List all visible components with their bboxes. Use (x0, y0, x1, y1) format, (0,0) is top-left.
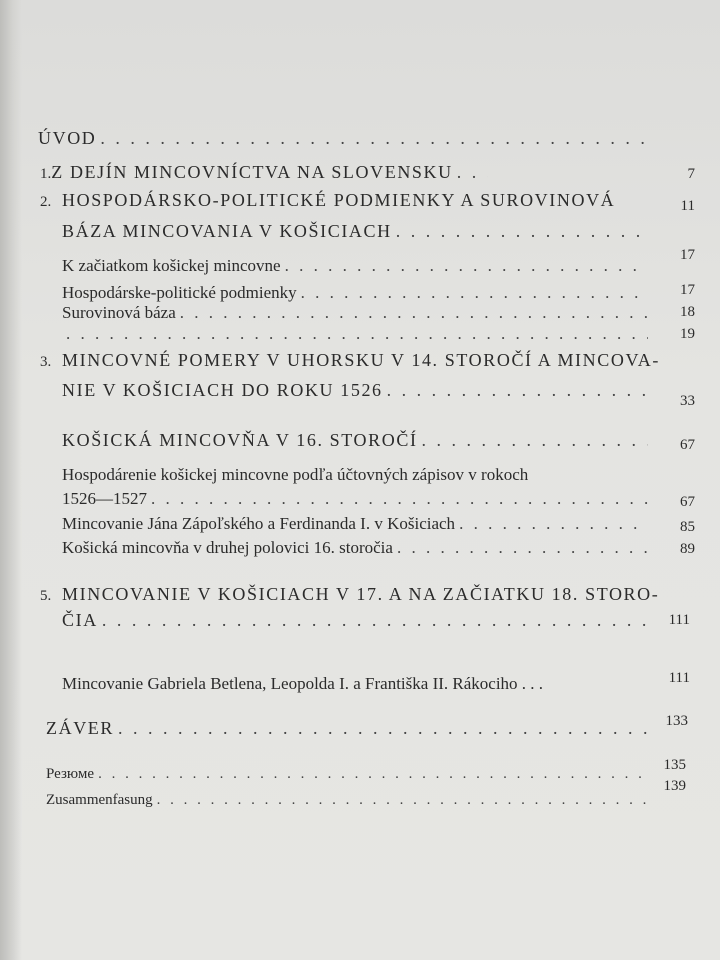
chapter-number: 5. (40, 588, 52, 604)
page-number: 11 (680, 198, 695, 214)
page-number: 139 (663, 778, 686, 794)
page-number: 18 (680, 304, 695, 320)
toc-entry-title: HOSPODÁRSKO-POLITICKÉ PODMIENKY A SUROVINOVÁ (62, 190, 616, 210)
dot-leader (151, 489, 648, 509)
dot-leader (180, 303, 648, 323)
dot-leader (66, 324, 648, 344)
toc-entry-title: Резюме (46, 766, 95, 782)
toc-entry-title: K začiatkom košickej mincovne (62, 256, 281, 275)
toc-entry-section-4-1-line1[interactable] (62, 465, 652, 485)
page-number: 135 (663, 757, 686, 773)
page-number: 67 (680, 494, 695, 510)
toc-entry-title: Hospodárske-politické podmienky (62, 283, 297, 302)
toc-entry-section-4-3[interactable] (62, 538, 652, 558)
toc-entry-section-2-3[interactable] (62, 303, 652, 323)
page-number: 111 (668, 612, 690, 628)
toc-entry-title: ÚVOD (38, 128, 97, 148)
toc-entry-title: MINCOVNÉ POMERY V UHORSKU V 14. STOROČÍ A MINCOVA- (62, 350, 660, 370)
toc-entry-title: Mincovanie Gabriela Betlena, Leopolda I. a Františka II. Rákociho . . . (62, 674, 544, 693)
toc-entry-title: 1526—1527 (62, 489, 147, 508)
toc-entry-chapter-1[interactable] (40, 162, 492, 183)
page-number: 7 (687, 166, 695, 182)
page-number: 85 (680, 519, 695, 535)
toc-entry-section-4-1-line2[interactable] (62, 489, 652, 509)
page-number: 17 (680, 282, 695, 298)
toc-entry-title: ZÁVER (46, 718, 114, 738)
toc-entry-section-5-1[interactable] (62, 674, 652, 694)
dot-leader (301, 283, 648, 303)
toc-entry-zaver[interactable] (46, 718, 652, 739)
toc-entry-chapter-5-line1[interactable] (40, 584, 660, 605)
toc-entry-section-2-1[interactable] (62, 256, 652, 276)
page-number: 33 (680, 393, 695, 409)
toc-entry-zusammenfasung[interactable] (46, 792, 652, 809)
toc-entry-title: BÁZA MINCOVANIA V KOŠICIACH (62, 221, 392, 241)
toc-entry-title: NIE V KOŠICIACH DO ROKU 1526 (62, 380, 383, 400)
dot-leader (100, 128, 646, 149)
toc-entry-section-4-2[interactable] (62, 514, 652, 534)
dot-leader (387, 380, 648, 401)
toc-entry-title: KOŠICKÁ MINCOVŇA V 16. STOROČÍ (62, 430, 418, 450)
dot-leader (157, 792, 648, 809)
dot-leader (457, 162, 488, 183)
toc-entry-chapter-5-line2[interactable] (62, 610, 652, 631)
toc-entry-uvod[interactable] (38, 128, 650, 149)
dot-leader (422, 430, 648, 451)
toc-entry-section-2-2[interactable] (62, 283, 652, 303)
toc-entry-title: MINCOVANIE V KOŠICIACH V 17. A NA ZAČIATKU 18. STORO- (62, 584, 660, 604)
toc-entry-section-2-4[interactable] (62, 324, 652, 344)
toc-entry-rezume[interactable] (46, 766, 652, 783)
page-number: 19 (680, 326, 695, 342)
page-number: 133 (665, 713, 688, 729)
chapter-number: 2. (40, 194, 52, 210)
toc-entry-title: Zusammenfasung (46, 792, 153, 808)
dot-leader (459, 514, 648, 534)
toc-entry-title: Mincovanie Jána Zápoľského a Ferdinanda I. v Košiciach (62, 514, 456, 533)
dot-leader (118, 718, 648, 739)
toc-entry-chapter-4[interactable] (62, 430, 652, 451)
chapter-number: 3. (40, 354, 52, 370)
dot-leader (285, 256, 648, 276)
chapter-number: 1. (40, 166, 52, 182)
toc-entry-title: ČIA (62, 610, 98, 630)
page-number: 89 (680, 541, 695, 557)
page-number: 17 (680, 247, 695, 263)
dot-leader (98, 766, 648, 783)
toc-entry-chapter-3-line1[interactable] (40, 350, 660, 371)
toc-entry-title: Hospodárenie košickej mincovne podľa účtovných zápisov v rokoch (62, 465, 529, 484)
dot-leader (102, 610, 648, 631)
toc-entry-title: Z DEJÍN MINCOVNÍCTVA NA SLOVENSKU (51, 162, 453, 182)
toc-entry-chapter-2-line1[interactable] (40, 190, 660, 211)
dot-leader (396, 221, 648, 242)
toc-entry-title: Surovinová báza (62, 303, 176, 322)
toc-entry-chapter-2-line2[interactable] (62, 221, 652, 242)
toc-entry-chapter-3-line2[interactable] (62, 380, 652, 401)
dot-leader (397, 538, 648, 558)
page-number: 67 (680, 437, 695, 453)
page-number: 111 (668, 670, 690, 686)
toc-entry-title: Košická mincovňa v druhej polovici 16. storočia (62, 538, 393, 557)
